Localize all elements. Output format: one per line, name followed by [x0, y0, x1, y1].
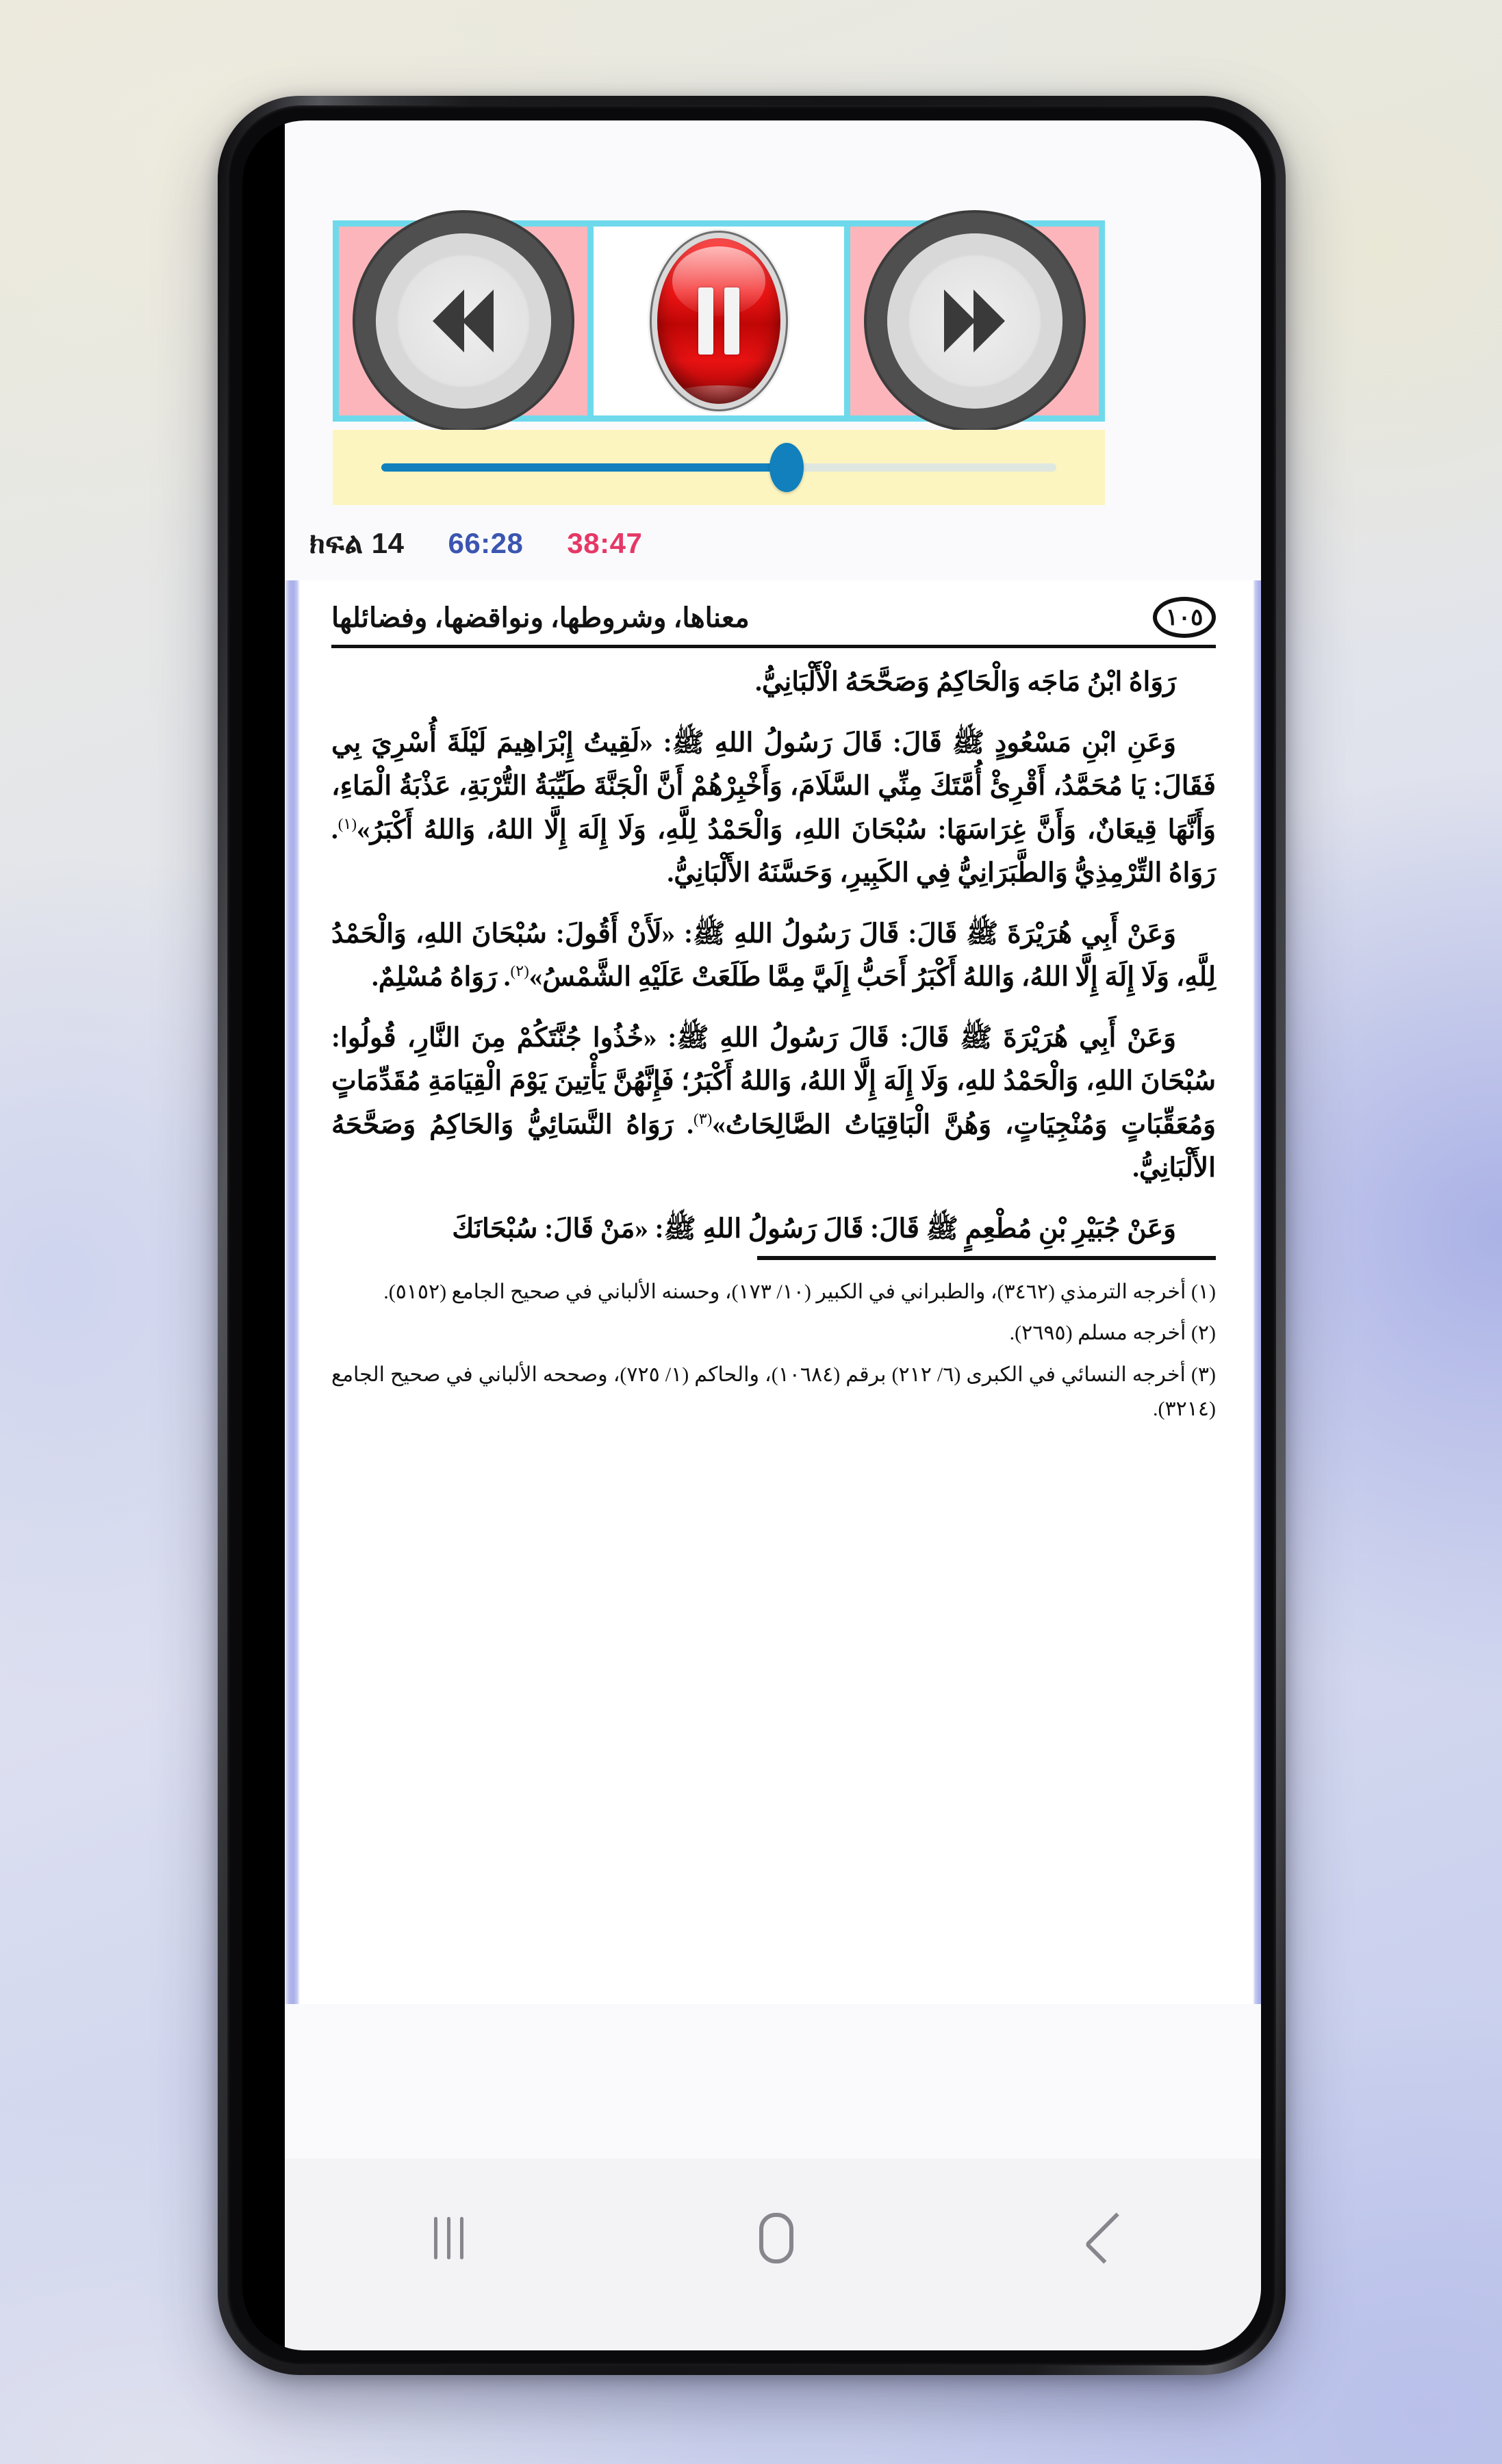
playback-status-row — [285, 508, 1261, 579]
forward-button-face — [887, 233, 1062, 409]
home-icon — [759, 2213, 793, 2263]
recents-icon — [434, 2217, 463, 2259]
footnote-2: (٢) أخرجه مسلم (٢٦٩٥). — [1009, 1322, 1216, 1345]
seekbar-fill — [381, 463, 787, 472]
seekbar-panel — [333, 430, 1105, 505]
rewind-button[interactable] — [339, 227, 587, 415]
phone-bezel — [227, 105, 1276, 2365]
rewind-icon — [433, 290, 494, 352]
pause-icon-bar-right — [724, 287, 739, 355]
nav-recents-button[interactable] — [394, 2205, 503, 2271]
phone-screen — [242, 120, 1261, 2350]
page-header-title: معناها، وشروطها، ونواقضها، وفضائلها — [331, 602, 750, 633]
back-chevron-icon — [1084, 2213, 1136, 2264]
forward-button[interactable] — [850, 227, 1099, 415]
paragraph-3: وَعَنْ أَبِي هُرَيْرَةَ ﷺ قَالَ: قَالَ رَسُولُ اللهِ ﷺ: «لَأَنْ أَقُولَ: سُبْحَانَ اللهِ، وَالْحَمْدُ لِلَّهِ، وَلَا إِلَهَ إِلَّا اللهُ، وَاللهُ أَكْبَرُ أَحَبُّ إِلَيَّ مِمَّا طَلَعَتْ عَلَيْهِ الشَّمْسُ»$^{(٢)}$. رَوَاهُ مُسْلِمٌ. — [331, 919, 1216, 992]
pause-button-reflection — [667, 385, 770, 410]
pause-button-face — [657, 238, 780, 404]
media-controls-panel — [333, 220, 1105, 422]
paragraph-5: وَعَنْ جُبَيْرِ بْنِ مُطْعِمٍ ﷺ قَالَ: قَالَ رَسُولُ اللهِ ﷺ: «مَنْ قَالَ: سُبْحَانَكَ — [452, 1214, 1176, 1244]
rewind-button-face — [376, 233, 551, 409]
elapsed-time: 66:28 — [448, 527, 524, 559]
seekbar[interactable] — [381, 463, 1056, 472]
footnote-1: (١) أخرجه الترمذي (٣٤٦٢)، والطبراني في الكبير (١٠/ ١٧٣)، وحسنه الألباني في صحيح الجامع (٥١٥٢). — [383, 1281, 1216, 1304]
page-edge-right — [1253, 580, 1261, 2004]
page-number-badge: ١٠٥ — [1153, 597, 1216, 638]
pause-button[interactable] — [594, 227, 844, 415]
fast-forward-icon — [944, 290, 1005, 352]
nav-home-button[interactable] — [722, 2205, 831, 2271]
page-body — [319, 648, 1234, 1250]
page-edge-left — [285, 580, 300, 2004]
paragraph-1: رَوَاهُ ابْنُ مَاجَه وَالْحَاكِمُ وَصَحَّحَهُ الْأَلْبَانِيُّ. — [755, 667, 1176, 697]
nav-back-button[interactable] — [1049, 2205, 1159, 2271]
android-navigation-bar — [285, 2159, 1261, 2350]
page-header — [319, 593, 1234, 638]
chapter-label: ክፍል 14 — [309, 526, 405, 559]
book-page[interactable] — [285, 580, 1261, 2004]
pause-icon-bar-left — [698, 287, 713, 355]
paragraph-2: وَعَنِ ابْنِ مَسْعُودٍ ﷺ قَالَ: قَالَ رَسُولُ اللهِ ﷺ: «لَقِيتُ إِبْرَاهِيمَ لَيْلَةَ أُسْرِيَ بِي فَقَالَ: يَا مُحَمَّدُ، أَقْرِئْ أُمَّتَكَ مِنِّي السَّلَامَ، وَأَخْبِرْهُمْ أَنَّ الْجَنَّةَ طَيِّبَةُ التُّرْبَةِ، عَذْبَةُ الْمَاءِ، وَأَنَّهَا قِيعَانٌ، وَأَنَّ غِرَاسَهَا: سُبْحَانَ اللهِ، وَالْحَمْدُ لِلَّهِ، وَلَا إِلَهَ إِلَّا اللهُ، وَاللهُ أَكْبَرُ»$^{(١)}$. رَوَاهُ التِّرْمِذِيُّ وَالطَّبَرَانِيُّ فِي الكَبِيرِ، وَحَسَّنَهُ الأَلْبَانِيُّ. — [331, 728, 1216, 888]
footnotes-block — [319, 1260, 1234, 1427]
seekbar-thumb[interactable] — [769, 443, 804, 492]
remaining-time: 38:47 — [567, 527, 643, 559]
page-content — [300, 580, 1253, 2004]
paragraph-4: وَعَنْ أَبِي هُرَيْرَةَ ﷺ قَالَ: قَالَ رَسُولُ اللهِ ﷺ: «خُذُوا جُنَّتَكُمْ مِنَ النَّارِ، قُولُوا: سُبْحَانَ اللهِ، وَالْحَمْدُ للهِ، وَلَا إِلَهَ إِلَّا اللهُ، وَاللهُ أَكْبَرُ؛ فَإِنَّهُنَّ يَأْتِينَ يَوْمَ الْقِيَامَةِ مُقَدِّمَاتٍ وَمُعَقِّبَاتٍ وَمُنْجِيَاتٍ، وَهُنَّ الْبَاقِيَاتُ الصَّالِحَاتُ»$^{(٣)}$. رَوَاهُ النَّسَائِيُّ وَالحَاكِمُ وَصَحَّحَهُ الأَلْبَانِيُّ. — [331, 1023, 1217, 1183]
app-viewport — [285, 120, 1261, 2350]
footnote-3: (٣) أخرجه النسائي في الكبرى (٦/ ٢١٢) برقم (١٠٦٨٤)، والحاكم (١/ ٧٢٥)، وصححه الألباني في صحيح الجامع (٣٢١٤). — [331, 1363, 1216, 1421]
phone-device-frame — [218, 96, 1286, 2375]
